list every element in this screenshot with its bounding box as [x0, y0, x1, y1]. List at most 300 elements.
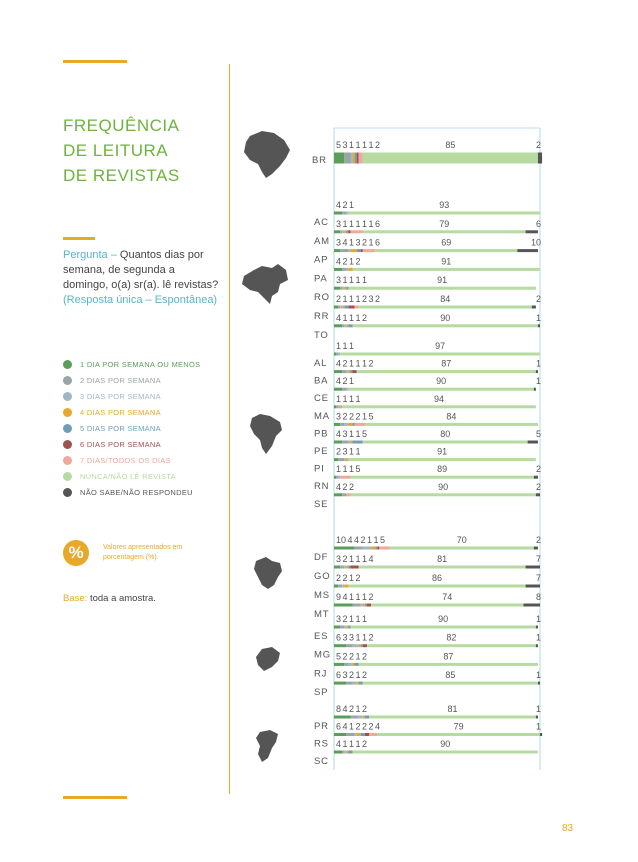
bar-segment: [359, 566, 526, 569]
bar-segment: [365, 604, 367, 607]
data-label: 3: [336, 218, 342, 229]
bar-segment: [532, 306, 536, 309]
bar-segment: [344, 566, 346, 569]
bar-segment: [359, 682, 363, 685]
data-label: 1: [355, 294, 361, 304]
data-label: 1: [355, 358, 361, 369]
data-label: 1: [342, 393, 348, 404]
bar-segment: [526, 230, 538, 233]
data-label: 74: [442, 592, 453, 602]
data-label: 6: [375, 218, 381, 229]
data-label: 6: [375, 237, 381, 248]
bar-segment: [361, 249, 363, 252]
bar-segment: [355, 733, 357, 736]
data-label: 1: [336, 464, 342, 475]
bar-segment: [346, 493, 350, 496]
data-label: 1: [336, 393, 342, 404]
row-label: AM: [314, 235, 330, 247]
data-label: 2: [535, 535, 541, 545]
data-label: 2: [362, 294, 368, 304]
data-label: 1: [355, 446, 361, 457]
data-label: 4: [336, 739, 342, 749]
data-label: 4: [342, 704, 348, 714]
bar-segment: [348, 626, 350, 629]
bar-segment: [526, 566, 540, 569]
data-label: 90: [440, 739, 451, 749]
bar-segment: [344, 663, 348, 666]
data-label: 5: [368, 411, 374, 422]
data-label: 3: [342, 632, 348, 643]
percent-icon: %: [63, 540, 89, 566]
row-label: MS: [314, 590, 330, 601]
bar-segment: [536, 644, 538, 647]
data-label: 2: [336, 573, 342, 583]
bar-segment: [375, 547, 377, 550]
data-label: 2: [368, 632, 374, 643]
data-label: 70: [456, 535, 467, 545]
data-label: 1: [355, 554, 361, 564]
bar-segment: [538, 324, 540, 327]
bar-segment: [342, 585, 344, 588]
row-label: PE: [314, 446, 329, 457]
data-label: 91: [437, 446, 448, 457]
bar-segment: [353, 441, 363, 444]
bar-segment: [344, 423, 348, 426]
bar-segment: [367, 604, 371, 607]
bar-segment: [350, 566, 358, 569]
title-line-3: DE REVISTAS: [63, 166, 180, 185]
data-label: 1: [535, 376, 541, 387]
data-label: 1: [535, 632, 541, 643]
bar-segment: [348, 268, 352, 271]
bar-segment: [348, 306, 354, 309]
bar-segment: [353, 370, 357, 373]
data-label: 2: [362, 704, 368, 714]
data-label: 85: [445, 670, 456, 681]
data-label: 87: [441, 358, 452, 369]
bar-segment: [353, 644, 359, 647]
data-label: 1: [355, 632, 361, 643]
data-label: 3: [336, 554, 342, 564]
bar-segment: [340, 230, 342, 233]
data-label: 2: [336, 294, 342, 304]
data-label: 2: [362, 739, 368, 749]
bar-segment: [369, 716, 536, 719]
data-label: 1: [349, 341, 355, 351]
legend-label: 1 DIA POR SEMANA OU MENOS: [80, 359, 201, 369]
data-label: 90: [438, 481, 449, 492]
data-label: 5: [336, 140, 342, 150]
data-label: 4: [354, 535, 360, 545]
data-label: 1: [535, 704, 541, 714]
bar-segment: [534, 388, 536, 391]
data-label: 1: [355, 393, 361, 404]
data-label: 1: [355, 704, 361, 714]
bar-segment: [348, 324, 352, 327]
bar-segment: [334, 153, 344, 164]
bar-segment: [353, 604, 361, 607]
bar-segment: [536, 626, 538, 629]
data-label: 2: [535, 294, 541, 304]
bar-segment: [363, 441, 528, 444]
data-label: 1: [342, 739, 348, 749]
title-line-1: FREQUÊNCIA: [63, 116, 180, 135]
bar-segment: [538, 153, 542, 164]
bar-segment: [334, 423, 340, 426]
data-label: 1: [349, 393, 355, 404]
data-label: 1: [368, 237, 374, 248]
data-label: 1: [355, 670, 361, 681]
data-label: 2: [368, 358, 374, 369]
data-label: 2: [535, 481, 541, 492]
bar-segment: [357, 733, 361, 736]
data-label: 6: [535, 218, 541, 229]
data-label: 1: [349, 739, 355, 749]
bar-segment: [361, 604, 363, 607]
bar-segment: [340, 566, 344, 569]
bar-segment: [359, 306, 532, 309]
bar-segment: [538, 682, 540, 685]
bar-segment: [346, 733, 354, 736]
bar-segment: [348, 287, 535, 290]
row-label: MT: [314, 609, 330, 620]
data-label: 2: [362, 237, 368, 248]
bar-segment: [350, 153, 352, 164]
data-label: 5: [380, 535, 386, 545]
data-label: 1: [355, 429, 361, 439]
data-label: 81: [447, 704, 458, 714]
bar-segment: [342, 230, 344, 233]
question-note: (Resposta única – Espontânea): [63, 294, 218, 306]
data-label: 1: [349, 721, 355, 732]
bar-segment: [363, 716, 365, 719]
bar-segment: [334, 733, 346, 736]
data-label: 2: [349, 651, 355, 662]
row-label: TO: [314, 329, 329, 341]
data-label: 5: [336, 651, 342, 662]
data-label: 1: [355, 218, 361, 229]
bar-segment: [359, 716, 363, 719]
row-label: RR: [314, 311, 330, 322]
bar-segment: [340, 306, 342, 309]
bar-segment: [334, 458, 338, 461]
data-label: 4: [336, 429, 342, 439]
data-label: 4: [342, 721, 348, 732]
data-label: 4: [342, 237, 348, 248]
data-label: 4: [375, 721, 381, 732]
bar-segment: [336, 353, 338, 356]
bar-segment: [363, 153, 538, 164]
data-label: 4: [336, 376, 342, 387]
data-label: 2: [355, 573, 361, 583]
bar-segment: [336, 476, 338, 479]
bar-segment: [334, 682, 346, 685]
bar-segment: [526, 585, 540, 588]
data-label: 1: [349, 140, 355, 150]
bar-segment: [350, 626, 535, 629]
bar-segment: [334, 441, 342, 444]
data-label: 3: [336, 237, 342, 248]
data-label: 91: [437, 275, 448, 286]
bar-segment: [363, 682, 538, 685]
row-label: SC: [314, 756, 329, 767]
bar-segment: [342, 388, 346, 391]
bar-segment: [355, 663, 359, 666]
bar-segment: [361, 733, 365, 736]
bar-segment: [390, 547, 534, 550]
row-label: BR: [312, 155, 327, 166]
bar-segment: [350, 370, 352, 373]
data-label: 5: [362, 429, 368, 439]
data-label: 84: [446, 411, 457, 422]
data-label: 2: [336, 446, 342, 457]
data-label: 1: [349, 429, 355, 439]
data-label: 2: [375, 294, 381, 304]
bar-segment: [346, 566, 348, 569]
bar-segment: [540, 733, 542, 736]
data-label: 2: [342, 411, 348, 422]
bar-segment: [342, 441, 348, 444]
row-label: GO: [314, 571, 331, 582]
data-label: 84: [440, 294, 451, 304]
data-label: 3: [342, 670, 348, 681]
data-label: 3: [349, 632, 355, 643]
data-label: 7: [535, 554, 541, 564]
data-label: 2: [375, 140, 381, 150]
data-label: 10: [336, 535, 347, 545]
data-label: 1: [342, 312, 348, 323]
data-label: 4: [336, 481, 342, 492]
data-label: 1: [349, 275, 355, 286]
bar-segment: [334, 249, 340, 252]
bar-segment: [340, 476, 350, 479]
data-label: 2: [362, 312, 368, 323]
bar-segment: [359, 644, 361, 647]
data-label: 2: [342, 554, 348, 564]
data-label: 1: [362, 411, 368, 422]
data-label: 1: [349, 256, 355, 267]
data-label: 97: [435, 341, 446, 351]
base-label: Base:: [63, 593, 88, 604]
data-label: 1: [349, 376, 355, 387]
bar-segment: [342, 306, 344, 309]
bar-segment: [336, 405, 338, 408]
data-label: 1: [349, 200, 355, 210]
bar-segment: [334, 230, 340, 233]
data-label: 80: [440, 429, 451, 439]
bar-segment: [348, 212, 540, 215]
data-label: 2: [362, 651, 368, 662]
data-label: 1: [349, 446, 355, 457]
bar-segment: [536, 370, 538, 373]
bar-segment: [334, 585, 338, 588]
data-label: 1: [362, 632, 368, 643]
data-label: 1: [342, 275, 348, 286]
data-label: 1: [368, 218, 374, 229]
data-label: 89: [437, 464, 448, 475]
bar-segment: [375, 249, 517, 252]
data-label: 82: [446, 632, 457, 643]
row-label: DF: [314, 552, 329, 563]
row-label: RS: [314, 738, 329, 750]
bar-segment: [355, 306, 359, 309]
data-label: 2: [342, 614, 348, 624]
legend-label: 6 DIAS POR SEMANA: [80, 439, 161, 449]
bar-segment: [342, 370, 346, 373]
bar-segment: [348, 751, 352, 754]
bar-segment: [528, 441, 538, 444]
bar-segment: [517, 249, 538, 252]
bar-segment: [357, 153, 359, 164]
data-label: 1: [362, 275, 368, 286]
data-label: 1: [355, 739, 361, 749]
data-label: 1: [349, 218, 355, 229]
data-label: 1: [362, 358, 368, 369]
data-label: 5: [535, 429, 541, 439]
bar-segment: [361, 644, 363, 647]
bar-segment: [334, 353, 336, 356]
bar-segment: [338, 353, 340, 356]
bar-segment: [346, 287, 348, 290]
bar-segment: [346, 388, 348, 391]
data-label: 2: [368, 721, 374, 732]
data-label: 1: [355, 275, 361, 286]
bar-segment: [342, 405, 536, 408]
bar-segment: [334, 370, 342, 373]
page-number: 83: [562, 823, 574, 834]
bar-segment: [346, 212, 348, 215]
bar-segment: [536, 716, 538, 719]
data-label: 1: [362, 140, 368, 150]
data-label: 69: [441, 237, 452, 248]
bar-segment: [340, 423, 344, 426]
bar-segment: [340, 353, 540, 356]
data-label: 2: [342, 256, 348, 267]
data-label: 4: [336, 200, 342, 210]
bar-segment: [340, 626, 344, 629]
row-label: CE: [314, 393, 329, 405]
bar-segment: [334, 644, 346, 647]
bar-segment: [357, 249, 361, 252]
bar-segment: [348, 663, 352, 666]
row-label: SP: [314, 687, 329, 699]
data-label: 4: [336, 312, 342, 323]
bar-segment: [379, 547, 389, 550]
legend-label: NUNCA/NÃO LÊ REVISTA: [80, 471, 176, 481]
bar-segment: [355, 547, 363, 550]
data-label: 1: [342, 218, 348, 229]
data-label: 8: [535, 592, 541, 602]
data-label: 1: [535, 614, 541, 624]
bar-segment: [342, 212, 346, 215]
data-label: 1: [362, 218, 368, 229]
bar-segment: [367, 644, 536, 647]
bar-segment: [340, 405, 342, 408]
bar-segment: [363, 249, 375, 252]
data-label: 6: [336, 670, 342, 681]
data-label: 81: [437, 554, 448, 564]
percent-note-text: Valores apresentados em porcentagem (%).: [103, 544, 183, 561]
data-label: 2: [342, 573, 348, 583]
bar-segment: [348, 458, 535, 461]
bar-segment: [357, 682, 359, 685]
row-label: PA: [314, 273, 328, 285]
bar-segment: [334, 493, 342, 496]
bar-segment: [342, 751, 344, 754]
bar-segment: [348, 249, 350, 252]
bar-segment: [340, 249, 348, 252]
data-label: 2: [342, 358, 348, 369]
data-label: 2: [342, 376, 348, 387]
bar-segment: [342, 268, 346, 271]
bar-segment: [344, 230, 346, 233]
bar-segment: [334, 405, 336, 408]
data-label: 3: [336, 411, 342, 422]
row-label: RJ: [314, 668, 328, 680]
bar-segment: [334, 604, 353, 607]
legend-label: NÃO SABE/NÃO RESPONDEU: [80, 487, 193, 497]
data-label: 87: [443, 651, 454, 662]
data-label: 1: [349, 554, 355, 564]
bar-segment: [346, 230, 348, 233]
data-label: 1: [373, 535, 379, 545]
data-label: 10: [530, 237, 541, 248]
bar-segment: [346, 682, 352, 685]
bar-segment: [536, 493, 540, 496]
data-label: 2: [362, 670, 368, 681]
bar-segment: [334, 663, 344, 666]
row-label: PR: [314, 721, 329, 732]
data-label: 1: [362, 592, 368, 602]
bar-segment: [334, 268, 342, 271]
data-label: 2: [342, 481, 348, 492]
bar-segment: [338, 458, 344, 461]
data-label: 85: [445, 140, 456, 150]
bar-segment: [524, 604, 540, 607]
bar-segment: [334, 287, 340, 290]
bar-segment: [359, 153, 363, 164]
bar-segment: [350, 716, 358, 719]
bar-segment: [338, 585, 342, 588]
data-label: 1: [349, 358, 355, 369]
data-label: 2: [355, 721, 361, 732]
bar-segment: [363, 604, 365, 607]
bar-segment: [371, 547, 375, 550]
data-label: 1: [342, 294, 348, 304]
bar-segment: [355, 153, 357, 164]
data-label: 3: [336, 275, 342, 286]
data-label: 90: [436, 376, 447, 387]
data-label: 90: [440, 312, 451, 323]
data-label: 1: [355, 592, 361, 602]
bar-segment: [334, 716, 350, 719]
bar-segment: [377, 733, 540, 736]
bar-segment: [344, 306, 348, 309]
bar-segment: [359, 663, 538, 666]
bar-segment: [369, 733, 377, 736]
bar-segment: [353, 682, 357, 685]
data-label: 4: [336, 256, 342, 267]
data-label: 2: [342, 651, 348, 662]
row-label: ES: [314, 631, 329, 642]
bar-segment: [340, 287, 342, 290]
data-label: 1: [349, 312, 355, 323]
bar-segment: [348, 230, 350, 233]
data-label: 3: [342, 429, 348, 439]
data-label: 1: [535, 721, 541, 732]
bar-segment: [353, 751, 538, 754]
data-label: 86: [431, 573, 443, 583]
